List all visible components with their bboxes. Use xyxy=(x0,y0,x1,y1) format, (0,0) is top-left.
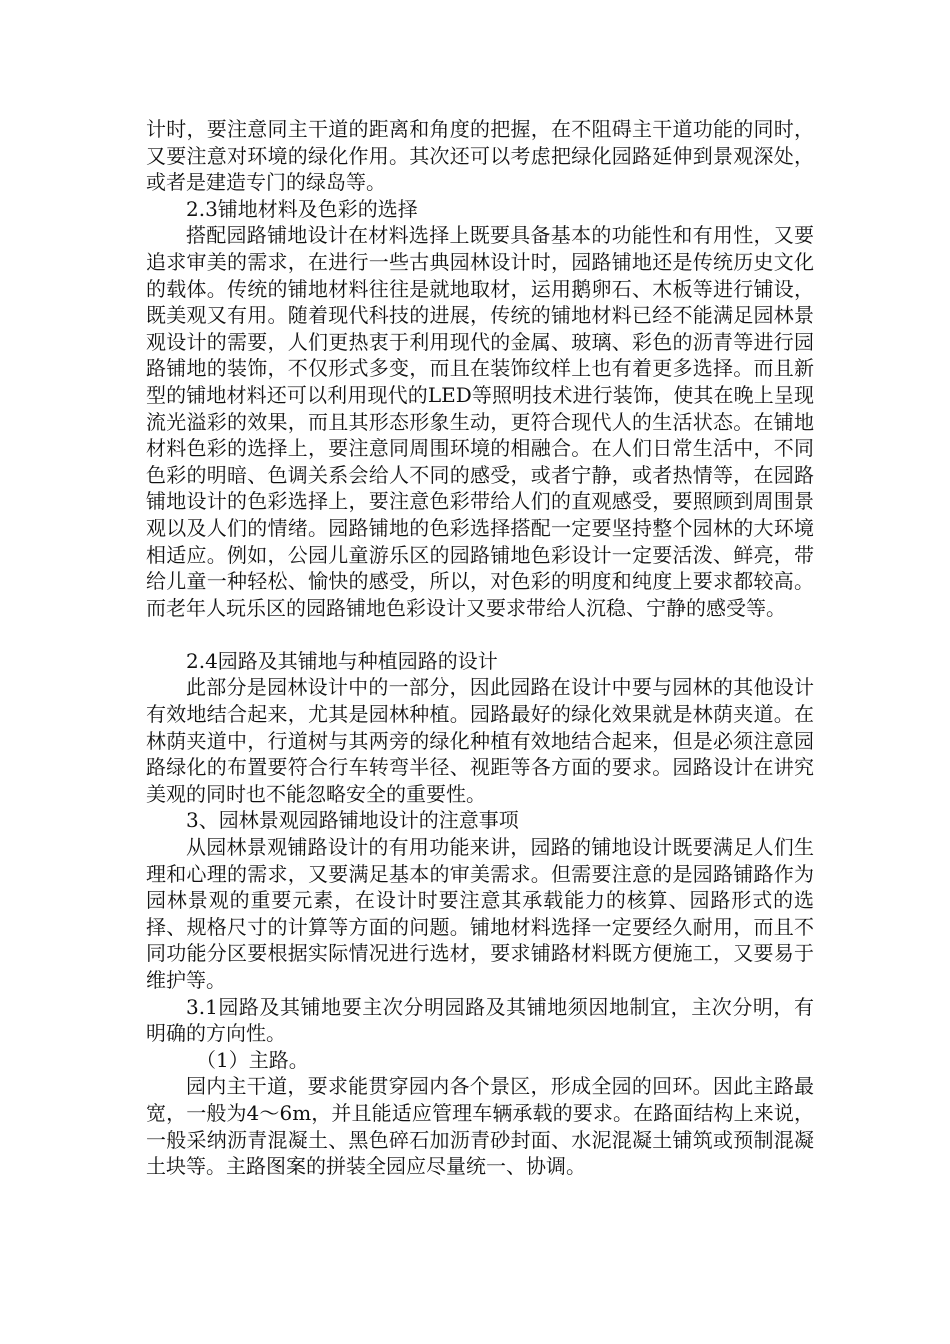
document-page xyxy=(146,116,814,1180)
blank-line xyxy=(146,621,814,648)
section-heading-3: 3、园林景观园路铺地设计的注意事项 xyxy=(186,808,519,833)
list-item-main-road: （1）主路。 xyxy=(196,1047,309,1072)
section-heading-3-1: 3.1园路及其铺地要主次分明园路及其铺地须因地制宜，主次分明，有明确的方向性。 xyxy=(146,994,814,1046)
paragraph-planting: 此部分是园林设计中的一部分，因此园路在设计中要与园林的其他设计有效地结合起来，尤其是园林种植。园路最好的绿化效果就是林荫夹道。在林荫夹道中，行道树与其两旁的绿化种植有效地结合起来，但是必须注意园路绿化的布置要符合行车转弯半径、视距等各方面的要求。园路设计在讲究美观的同时也不能忽略安全的重要性。 xyxy=(146,675,814,806)
paragraph-materials: 搭配园路铺地设计在材料选择上既要具备基本的功能性和有用性，又要追求审美的需求，在进行一些古典园林设计时，园路铺地还是传统历史文化的载体。传统的铺地材料往往是就地取材，运用鹅卵石、木板等进行铺设，既美观又有用。随着现代科技的进展，传统的铺地材料已经不能满足园林景观设计的需要，人们更热衷于利用现代的金属、玻璃、彩色的沥青等进行园路铺地的装饰，不仅形式多变，而且在装饰纹样上也有着更多选择。而且新型的铺地材料还可以利用现代的LED等照明技术进行装饰，使其在晚上呈现流光溢彩的效果，而且其形态形象生动，更符合现代人的生活状态。在铺地材料色彩的选择上，要注意同周围环境的相融合。在人们日常生活中，不同色彩的明暗、色调关系会给人不同的感受，或者宁静，或者热情等，在园路铺地设计的色彩选择上，要注意色彩带给人们的直观感受，要照顾到周围景观以及人们的情绪。园路铺地的色彩选择搭配一定要坚持整个园林的大环境相适应。例如，公园儿童游乐区的园路铺地色彩设计一定要活泼、鲜亮，带给儿童一种轻松、愉快的感受，所以，对色彩的明度和纯度上要求都较高。而老年人玩乐区的园路铺地色彩设计又要求带给人沉稳、宁静的感受等。 xyxy=(146,223,814,620)
paragraph-main-road: 园内主干道，要求能贯穿园内各个景区，形成全园的回环。因此主路最宽，一般为4～6m，并且能适应管理车辆承载的要求。在路面结构上来说，一般采纳沥青混凝土、黑色碎石加沥青砂封面、水泥混凝土铺筑或预制混凝土块等。主路图案的拼装全园应尽量统一、协调。 xyxy=(146,1074,814,1179)
section-heading-2-3: 2.3铺地材料及色彩的选择 xyxy=(186,196,418,221)
section-heading-2-4: 2.4园路及其铺地与种植园路的设计 xyxy=(186,648,498,673)
paragraph-considerations: 从园林景观铺路设计的有用功能来讲，园路的铺地设计既要满足人们生理和心理的需求，又要满足基本的审美需求。但需要注意的是园路铺路作为园林景观的重要元素，在设计时要注意其承载能力的核算、园路形式的选择、规格尺寸的计算等方面的问题。铺地材料选择一定要经久耐用，而且不同功能分区要根据实际情况进行选材，要求铺路材料既方便施工，又要易于维护等。 xyxy=(146,835,814,992)
paragraph-continuation: 计时，要注意同主干道的距离和角度的把握，在不阻碍主干道功能的同时，又要注意对环境的绿化作用。其次还可以考虑把绿化园路延伸到景观深处，或者是建造专门的绿岛等。 xyxy=(146,117,814,195)
